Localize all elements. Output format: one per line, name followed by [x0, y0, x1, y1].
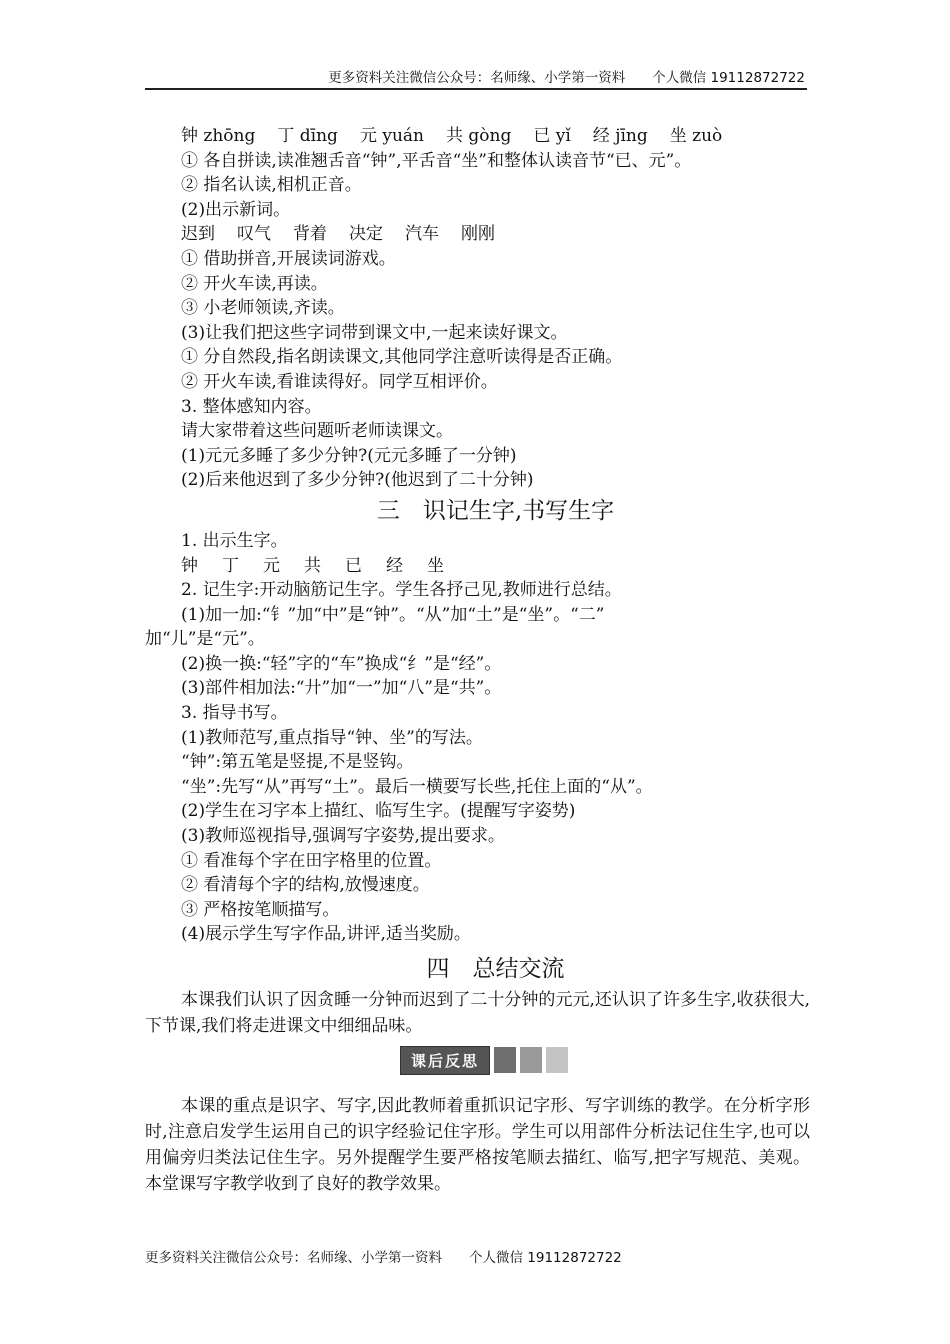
text-line: (2)学生在习字本上描红、临写生字。(提醒写字姿势) [181, 801, 576, 822]
text-line: ② 开火车读,看谁读得好。同学互相评价。 [181, 371, 498, 392]
page-content [145, 124, 810, 1197]
summary-paragraph: 本课我们认识了因贪睡一分钟而迟到了二十分钟的元元,还认识了许多生字,收获很大,下节课,我们将走进课文中细细品味。 [145, 990, 810, 1036]
char-item: 丁 [222, 555, 239, 576]
banner-square-icon [494, 1047, 516, 1073]
text-line: ② 看清每个字的结构,放慢速度。 [181, 875, 430, 896]
reflection-banner [400, 1045, 810, 1075]
banner-square-icon [520, 1047, 542, 1073]
text-line: ① 看准每个字在田字格里的位置。 [181, 850, 442, 871]
banner-square-icon [546, 1047, 568, 1073]
text-line: (2)换一换:“轻”字的“车”换成“纟”是“经”。 [181, 653, 502, 674]
char-item: 坐 [427, 555, 444, 576]
text-line: ① 借助拼音,开展读词游戏。 [181, 248, 396, 269]
text-line: ② 指名认读,相机正音。 [181, 175, 362, 196]
word-item: 迟到 [181, 224, 215, 245]
char-item: 钟 [181, 555, 198, 576]
pinyin-item: 共 gòng [445, 126, 512, 146]
text-line: ③ 严格按笔顺描写。 [181, 899, 340, 920]
char-item: 共 [304, 555, 321, 576]
text-line: 加“儿”是“元”。 [145, 629, 265, 650]
text-line: (1)元元多睡了多少分钟?(元元多睡了一分钟) [181, 445, 517, 466]
text-line: 2. 记生字:开动脑筋记生字。学生各抒己见,教师进行总结。 [181, 580, 622, 601]
text-line: (3)让我们把这些字词带到课文中,一起来读好课文。 [181, 322, 568, 343]
pinyin-row [145, 124, 810, 149]
word-item: 汽车 [405, 224, 439, 245]
reflection-paragraph: 本课的重点是识字、写字,因此教师着重抓识记字形、写字训练的教学。在分析字形时,注意启发学生运用自己的识字经验记住字形。学生可以用部件分析法记住生字,也可以用偏旁归类法记住生字。另外提醒学生要严格按笔顺去描红、临写,把字写规范、美观。本堂课写字教学收到了良好的教学效果。 [145, 1096, 810, 1194]
reflection-banner-label: 课后反思 [400, 1046, 490, 1075]
char-item: 经 [386, 555, 403, 576]
pinyin-item: 钟 zhōng [181, 126, 256, 146]
pinyin-item: 坐 zuò [669, 126, 723, 146]
pinyin-item: 丁 dīng [277, 126, 338, 146]
text-line: (3)部件相加法:“廾”加“一”加“八”是“共”。 [181, 678, 502, 699]
section-heading-4: 四 总结交流 [426, 956, 565, 982]
text-line: ① 分自然段,指名朗读课文,其他同学注意听读得是否正确。 [181, 347, 623, 368]
char-item: 元 [263, 555, 280, 576]
pinyin-item: 经 jīng [592, 126, 648, 146]
page-header [145, 66, 807, 90]
text-line: ② 开火车读,再读。 [181, 273, 328, 294]
text-line: (1)教师范写,重点指导“钟、坐”的写法。 [181, 727, 483, 748]
pinyin-item: 元 yuán [359, 126, 424, 146]
text-line: ③ 小老师领读,齐读。 [181, 298, 345, 319]
text-line: “坐”:先写“从”再写“土”。最后一横要写长些,托住上面的“从”。 [181, 776, 653, 797]
text-line: (1)加一加:“钅”加“中”是“钟”。“从”加“土”是“坐”。“二” [181, 604, 605, 625]
text-line: “钟”:第五笔是竖提,不是竖钩。 [181, 752, 414, 773]
pinyin-item: 已 yǐ [533, 126, 571, 146]
section-heading-3: 三 识记生字,书写生字 [376, 497, 615, 524]
chars-row [145, 554, 810, 579]
text-line: (2)出示新词。 [181, 199, 291, 220]
words-row [145, 222, 810, 247]
text-line: (3)教师巡视指导,强调写字姿势,提出要求。 [181, 826, 505, 847]
text-line: 请大家带着这些问题听老师读课文。 [181, 421, 453, 442]
page-footer: 更多资料关注微信公众号：名师缘、小学第一资料 个人微信 19112872722 [145, 1250, 622, 1266]
header-text: 更多资料关注微信公众号：名师缘、小学第一资料 个人微信 19112872722 [328, 70, 805, 86]
text-line: ① 各自拼读,读准翘舌音“钟”,平舌音“坐”和整体认读音节“已、元”。 [181, 150, 692, 171]
char-item: 已 [345, 555, 362, 576]
word-item: 刚刚 [461, 224, 495, 245]
text-line: 1. 出示生字。 [181, 530, 288, 551]
text-line: 3. 整体感知内容。 [181, 396, 322, 417]
text-line: (2)后来他迟到了多少分钟?(他迟到了二十分钟) [181, 470, 534, 491]
word-item: 背着 [293, 224, 327, 245]
text-line: (4)展示学生写字作品,讲评,适当奖励。 [181, 924, 471, 945]
word-item: 叹气 [237, 224, 271, 245]
text-line: 3. 指导书写。 [181, 703, 288, 724]
word-item: 决定 [349, 224, 383, 245]
